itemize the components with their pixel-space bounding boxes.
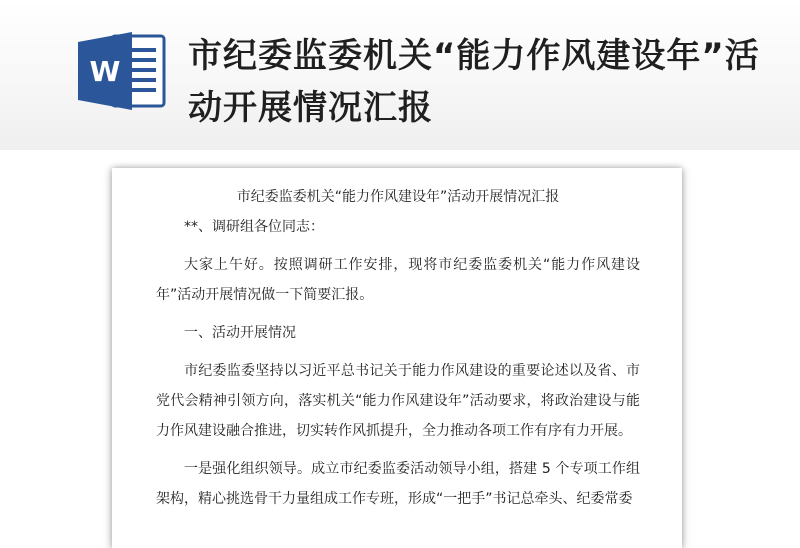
word-icon-letter: W xyxy=(89,55,121,88)
paragraph: 大家上午好。按照调研工作安排，现将市纪委监委机关“能力作风建设年”活动开展情况做一下简要汇报。 xyxy=(156,257,640,303)
section-heading: 一、活动开展情况 xyxy=(184,325,296,341)
document-title: 市纪委监委机关“能力作风建设年”活动开展情况汇报 xyxy=(236,189,560,205)
page-title: 市纪委监委机关“能力作风建设年”活动开展情况汇报 xyxy=(188,36,760,128)
document-body xyxy=(156,182,640,522)
document-page xyxy=(112,168,682,548)
paragraph: 市纪委监委坚持以习近平总书记关于能力作风建设的重要论述以及省、市党代会精神引领方向，落实机关“能力作风建设年”活动要求，将政治建设与能力作风建设融合推进，切实转作风抓提升，全力推动各项工作有序有力开展。 xyxy=(156,363,640,439)
paragraph: **、调研组各位同志： xyxy=(184,219,324,235)
word-icon xyxy=(76,30,168,112)
header-banner xyxy=(0,0,800,150)
paragraph: 一是强化组织领导。成立市纪委监委活动领导小组，搭建 5 个专项工作组架构，精心挑选骨干力量组成工作专班，形成“一把手”书记总牵头、纪委常委 xyxy=(156,461,640,507)
